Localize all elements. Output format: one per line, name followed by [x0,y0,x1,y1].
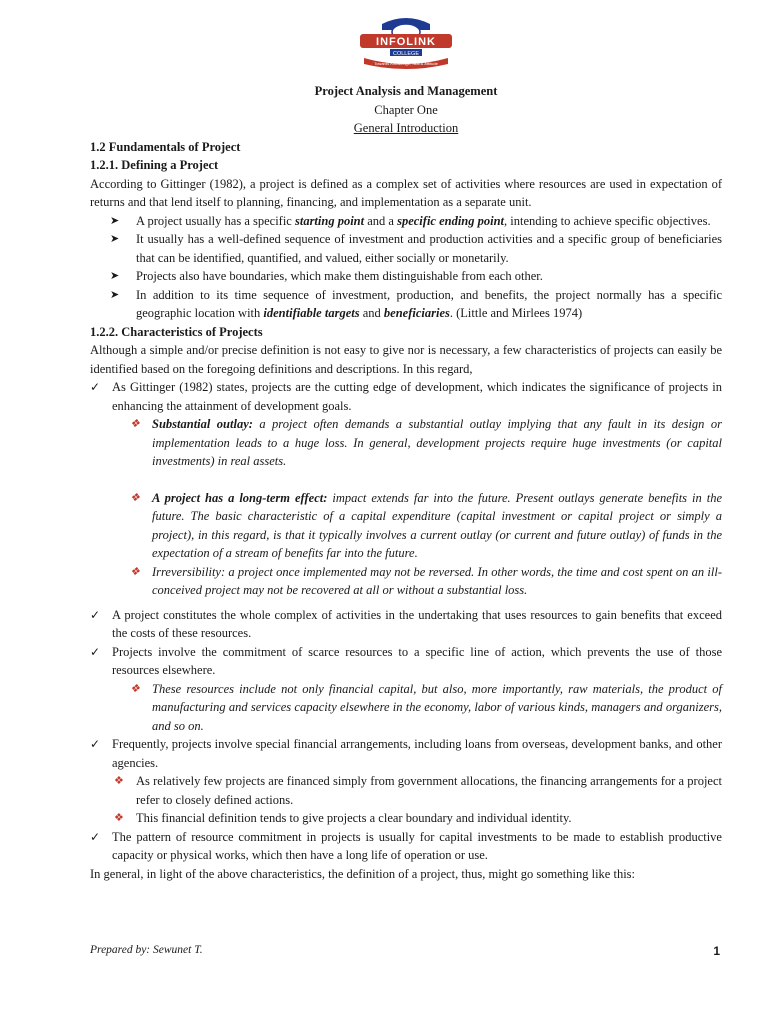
list-item: ➤ A project usually has a specific starting point and a specific ending point, intending to achieve specific objectives. [90,212,722,231]
document-body [90,82,722,883]
section-heading-1-2: 1.2 Fundamentals of Project [90,139,241,154]
section-heading-1-2-1: 1.2.1. Defining a Project [90,158,219,172]
arrow-bullet-icon: ➤ [110,233,120,245]
diamond-bullet-icon: ❖ [130,682,140,695]
characteristics-intro: Although a simple and/or precise definition is not easy to give nor is necessary, a few characteristics of projects can easily be identified based on the foregoing definitions and descriptions. In this regard, [90,343,722,376]
list-item: ✓ A project constitutes the whole complex of activities in the undertaking that uses resources to gain benefits that exceed the costs of these resources. [90,607,722,640]
list-item: ❖ A project has a long-term effect: impact extends far into the future. Present outlays generate benefits in the future. The basic characteristic of a capital expenditure (capital investment or capital project or simply a project), in this regard, is that it typically involves a current outlay (or current and future outlay) of funds in the expectation of a stream of benefits far into the future. [130,490,722,560]
check-bullet-icon: ✓ [90,380,101,394]
section-heading-1-2-2: 1.2.2. Characteristics of Projects [90,324,263,339]
diamond-bullet-icon: ❖ [130,491,140,504]
arrow-bullet-icon: ➤ [110,288,120,301]
logo-name: INFOLINK [376,36,436,48]
definition-paragraph: According to Gittinger (1982), a project is defined as a complex set of activities where resources are used in expectation of returns and that lend itself to planning, financing, and implementation as a separate unit. [90,176,722,209]
diamond-bullet-icon: ❖ [114,812,124,824]
chapter-label: Chapter One [374,102,438,117]
logo-motto: Towards Knowledge, Skill & Attitude [374,61,438,66]
list-item: ✓ The pattern of resource commitment in projects is usually for capital investments to be made to establish productive capacity or physical works, which then have a long life of operation or use. [90,829,722,862]
check-bullet-icon: ✓ [90,829,101,844]
page-number: 1 [713,944,720,958]
list-item: ✓ As Gittinger (1982) states, projects are the cutting edge of development, which indicates the significance of projects in enhancing the attainment of development goals. [90,380,722,413]
check-bullet-icon: ✓ [90,607,101,622]
check-bullet-icon: ✓ [90,737,101,751]
college-logo [354,14,458,70]
chapter-subtitle: General Introduction [353,121,459,135]
list-item: ❖ As relatively few projects are financed simply from government allocations, the financing arrangements for a project refer to closely defined actions. [114,774,722,807]
page-footer [90,944,720,956]
list-item: ➤ It usually has a well-defined sequence of investment and production activities and a specific group of beneficiaries that can be identified, quantified, and valued, either socially or monetarily. [110,232,722,265]
list-item: ❖ This financial definition tends to give projects a clear boundary and individual identity. [90,809,722,828]
arrow-bullet-icon: ➤ [110,270,120,282]
prepared-by: Prepared by: Sewunet T. [90,944,203,956]
logo-sub: COLLEGE [393,51,419,57]
doc-title: Project Analysis and Management [314,84,498,98]
list-item: ✓ Projects involve the commitment of scarce resources to a specific line of action, which prevents the use of those resources elsewhere. [90,644,722,677]
list-item: ❖ These resources include not only financial capital, but also, more importantly, raw materials, the product of manufacturing and services capacity elsewhere in the economy, labor of various kinds, managers and organizers, and so on. [130,681,722,733]
list-item: ➤ Projects also have boundaries, which make them distinguishable from each other. [90,267,722,286]
diamond-bullet-icon: ❖ [130,565,140,578]
closing-paragraph: In general, in light of the above characteristics, the definition of a project, thus, might go something like this: [90,866,636,881]
diamond-bullet-icon: ❖ [114,775,124,787]
list-item: ❖ Irreversibility: a project once implemented may not be reversed. In other words, the time and cost spent on an ill-conceived project may not be recovered at all or without a substantial loss. [130,564,722,597]
arrow-bullet-icon: ➤ [110,214,120,227]
list-item: ✓ Frequently, projects involve special financial arrangements, including loans from overseas, development banks, and other agencies. [90,737,722,770]
list-item: ➤ In addition to its time sequence of investment, production, and benefits, the project normally has a specific geographic location with identifiable targets and beneficiaries. (Little and Mirlees 1974) [110,287,722,320]
spacer [90,471,722,489]
check-bullet-icon: ✓ [90,644,101,659]
diamond-bullet-icon: ❖ [130,418,140,430]
list-item: ❖ Substantial outlay: a project often demands a substantial outlay implying that any fault in its design or implementation leads to a huge loss. In general, development projects require huge investments (or capital investments) in real assets. [130,417,722,468]
